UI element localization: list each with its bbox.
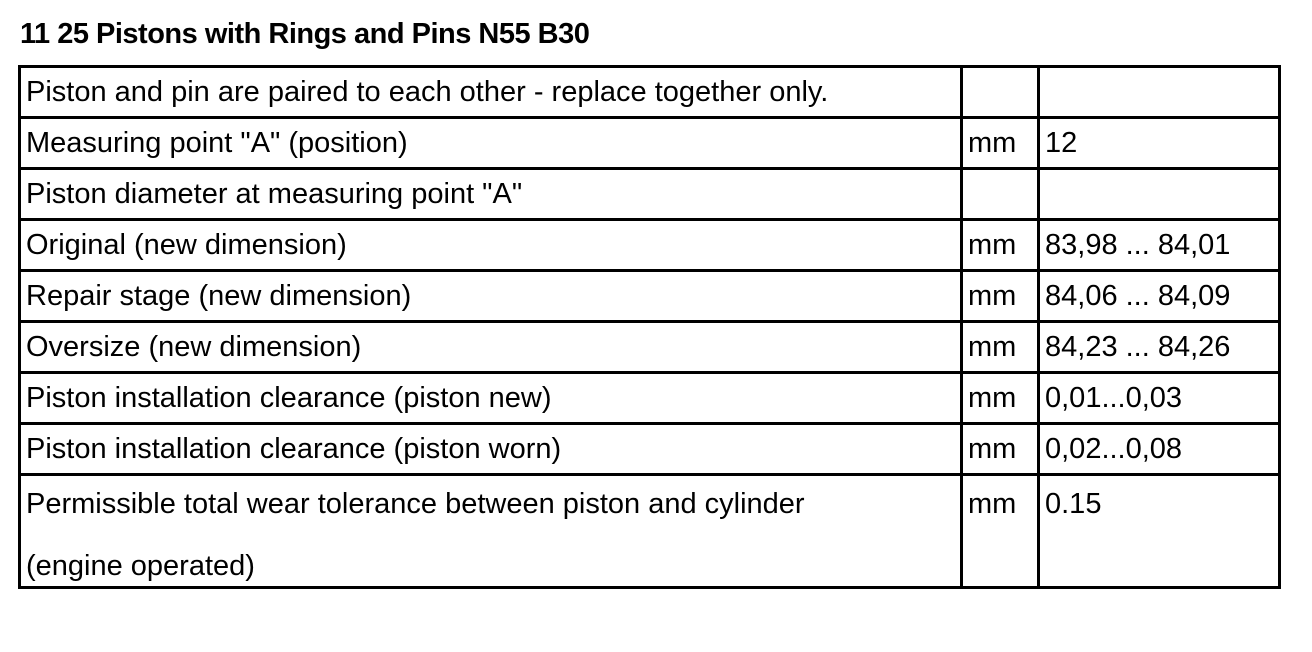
value-cell: 84,23 ... 84,26 [1039,322,1280,373]
table-row [20,169,1280,220]
unit-cell [962,169,1039,220]
table-row [20,67,1280,118]
unit-cell: mm [962,373,1039,424]
description-line-2: (engine operated) [26,550,255,582]
value-cell: 0,02...0,08 [1039,424,1280,475]
page-title: 11 25 Pistons with Rings and Pins N55 B30 [20,18,590,50]
unit-text: mm [968,488,1017,520]
value-cell: 83,98 ... 84,01 [1039,220,1280,271]
value-cell [1039,67,1280,118]
unit-cell [962,475,1039,588]
description-cell: Measuring point "A" (position) [20,118,962,169]
description-cell: Piston installation clearance (piston worn) [20,424,962,475]
table-row [20,373,1280,424]
value-cell: 12 [1039,118,1280,169]
table-row [20,475,1280,588]
description-line-1: Permissible total wear tolerance between piston and cylinder [26,488,805,520]
description-cell: Oversize (new dimension) [20,322,962,373]
description-cell: Piston diameter at measuring point "A" [20,169,962,220]
unit-cell: mm [962,271,1039,322]
value-cell: 84,06 ... 84,09 [1039,271,1280,322]
unit-cell: mm [962,322,1039,373]
unit-cell: mm [962,424,1039,475]
unit-cell: mm [962,220,1039,271]
table-row [20,118,1280,169]
description-cell: Piston installation clearance (piston new) [20,373,962,424]
value-cell [1039,475,1280,588]
unit-cell: mm [962,118,1039,169]
description-cell: Piston and pin are paired to each other - replace together only. [20,67,962,118]
table-row [20,271,1280,322]
table-row [20,220,1280,271]
description-cell [20,475,962,588]
value-cell [1039,169,1280,220]
unit-cell [962,67,1039,118]
description-cell: Repair stage (new dimension) [20,271,962,322]
table-row [20,322,1280,373]
value-text: 0.15 [1045,488,1102,520]
specification-table [18,65,1281,589]
table-row [20,424,1280,475]
description-cell: Original (new dimension) [20,220,962,271]
value-cell: 0,01...0,03 [1039,373,1280,424]
